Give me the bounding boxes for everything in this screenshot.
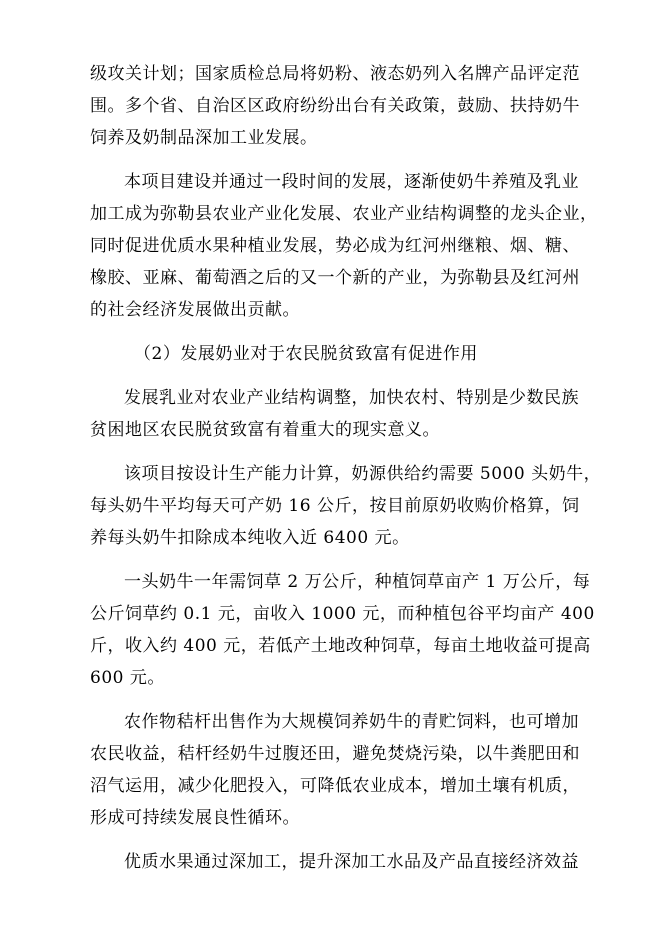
- text-line: 600 元。: [90, 668, 165, 688]
- text-line: 公斤饲草约 0.1 元，亩收入 1000 元，而种植包谷平均亩产 400: [90, 604, 595, 624]
- text-line: 该项目按设计生产能力计算，奶源供给约需要 5000 头奶牛，: [124, 464, 602, 484]
- paragraph: [90, 458, 602, 554]
- document-page: [90, 58, 602, 878]
- text-line: 橡胶、亚麻、葡萄酒之后的又一个新的产业，为弥勒县及红河州: [90, 268, 580, 288]
- text-line: 每头奶牛平均每天可产奶 16 公斤，按目前原奶收购价格算，饲: [90, 496, 580, 516]
- paragraph: [90, 566, 595, 694]
- text-line: 加工成为弥勒县农业产业化发展、农业产业结构调整的龙头企业，: [90, 204, 598, 224]
- text-line: 农作物秸杆出售作为大规模饲养奶牛的青贮饲料，也可增加: [124, 712, 579, 732]
- text-line: 本项目建设并通过一段时间的发展，逐渐使奶牛养殖及乳业: [124, 172, 579, 192]
- paragraph: [90, 846, 590, 878]
- text-line: 养每头奶牛扣除成本纯收入近 6400 元。: [90, 528, 410, 548]
- text-line: 的社会经济发展做出贡献。: [90, 300, 300, 320]
- text-line: 同时促进优质水果种植业发展，势必成为红河州继粮、烟、糖、: [90, 236, 580, 256]
- text-line: 形成可持续发展良性循环。: [90, 808, 300, 828]
- text-line: 饲养及奶制品深加工业发展。: [90, 128, 318, 148]
- text-line: 贫困地区农民脱贫致富有着重大的现实意义。: [90, 420, 440, 440]
- text-line: 斤，收入约 400 元，若低产土地改种饲草，每亩土地收益可提高: [90, 636, 591, 656]
- text-line: （2）发展奶业对于农民脱贫致富有促进作用: [134, 344, 478, 364]
- text-line: 发展乳业对农业产业结构调整，加快农村、特别是少数民族: [124, 388, 579, 408]
- text-line: 优质水果通过深加工，提升深加工水品及产品直接经济效益: [124, 852, 579, 872]
- paragraph: [90, 382, 590, 446]
- text-line: 农民收益，秸杆经奶牛过腹还田，避免焚烧污染，以牛粪肥田和: [90, 744, 580, 764]
- paragraph: [90, 706, 590, 834]
- text-line: 围。多个省、自治区区政府纷纷出台有关政策，鼓励、扶持奶牛: [90, 96, 580, 116]
- text-line: 沼气运用，减少化肥投入，可降低农业成本，增加土壤有机质，: [90, 776, 580, 796]
- text-line: 一头奶牛一年需饲草 2 万公斤，种植饲草亩产 1 万公斤，每: [124, 572, 591, 592]
- section-subheading: [90, 338, 590, 370]
- paragraph: [90, 58, 590, 154]
- paragraph: [90, 166, 598, 326]
- text-line: 级攻关计划；国家质检总局将奶粉、液态奶列入名牌产品评定范: [90, 64, 580, 84]
